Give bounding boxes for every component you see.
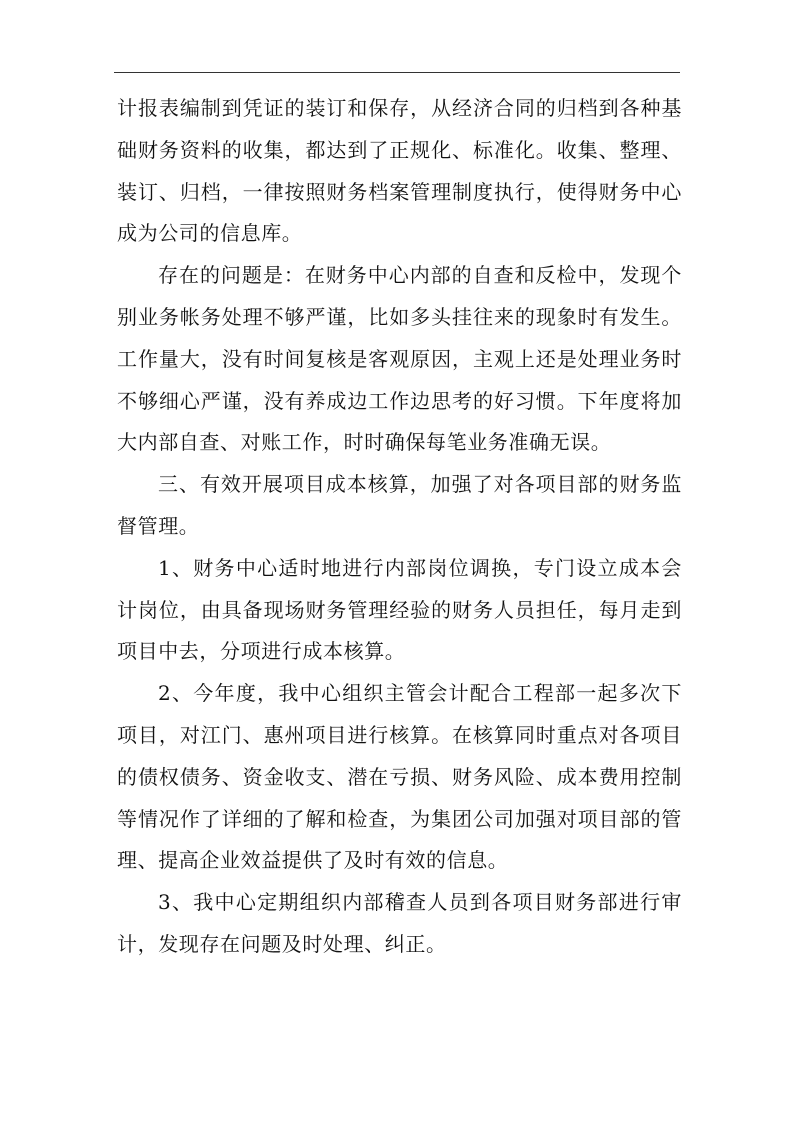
document-body [117,88,682,966]
paragraph-existing-problems: 存在的问题是：在财务中心内部的自查和反检中，发现个别业务帐务处理不够严谨，比如多头挂往来的现象时有发生。工作量大，没有时间复核是客观原因，主观上还是处理业务时不够细心严谨，没有养成边工作边思考的好习惯。下年度将加大内部自查、对账工作，时时确保每笔业务准确无误。 [117,263,682,455]
paragraph-item-2: 2、今年度，我中心组织主管会计配合工程部一起多次下项目，对江门、惠州项目进行核算。在核算同时重点对各项目的债权债务、资金收支、潜在亏损、财务风险、成本费用控制等情况作了详细的了解和检查，为集团公司加强对项目部的管理、提高企业效益提供了及时有效的信息。 [117,681,682,873]
paragraph-item-1: 1、财务中心适时地进行内部岗位调换，专门设立成本会计岗位，由具备现场财务管理经验的财务人员担任，每月走到项目中去，分项进行成本核算。 [117,555,682,664]
paragraph-continued: 计报表编制到凭证的装订和保存，从经济合同的归档到各种基础财务资料的收集，都达到了正规化、标准化。收集、整理、装订、归档，一律按照财务档案管理制度执行，使得财务中心成为公司的信息库。 [117,96,682,246]
section-heading-cost-accounting: 三、有效开展项目成本核算，加强了对各项目部的财务监督管理。 [117,472,682,538]
header-rule [114,72,680,73]
paragraph-item-3: 3、我中心定期组织内部稽查人员到各项目财务部进行审计，发现存在问题及时处理、纠正。 [117,890,682,956]
